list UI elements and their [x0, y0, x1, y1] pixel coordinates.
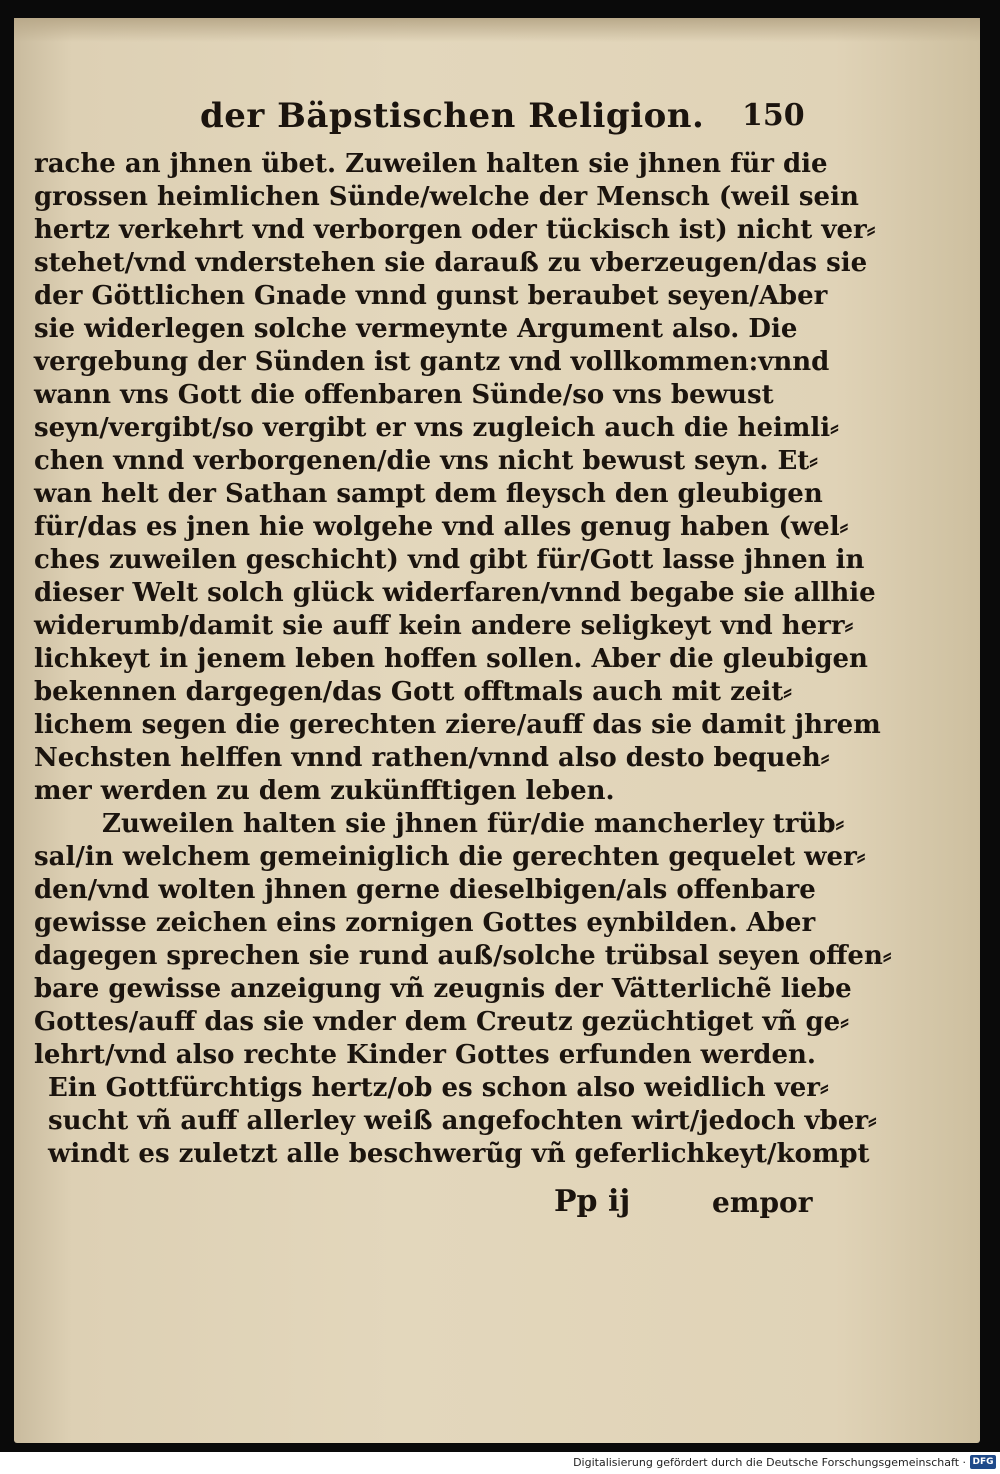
- text-line: sie widerlegen solche vermeynte Argument also. Die: [34, 314, 798, 344]
- folio-number: 150: [742, 98, 805, 133]
- text-line: mer werden zu dem zukünfftigen leben.: [34, 776, 615, 806]
- text-line: grossen heimlichen Sünde/welche der Mensch (weil sein: [34, 182, 859, 212]
- text-line: wan helt der Sathan sampt dem fleysch den gleubigen: [34, 479, 823, 509]
- funding-credit: Digitalisierung gefördert durch die Deutsche Forschungsgemeinschaft ·: [573, 1456, 966, 1469]
- text-line: den/vnd wolten jhnen gerne dieselbigen/als offenbare: [34, 875, 816, 905]
- signature-mark: Pp ij: [554, 1184, 631, 1219]
- footer-bar: [0, 1452, 1000, 1474]
- page-header: [200, 96, 805, 142]
- text-line: seyn/vergibt/so vergibt er vns zugleich auch die heimli⸗: [34, 413, 839, 443]
- text-line: ches zuweilen geschicht) vnd gibt für/Gott lasse jhnen in: [34, 545, 865, 575]
- dfg-logo: DFG: [970, 1455, 996, 1469]
- text-line: lichem segen die gerechten ziere/auff das sie damit jhrem: [34, 710, 881, 740]
- text-line: dieser Welt solch glück widerfaren/vnnd begabe sie allhie: [34, 578, 876, 608]
- text-line: Nechsten helffen vnnd rathen/vnnd also desto bequeh⸗: [34, 743, 830, 773]
- text-line: gewisse zeichen eins zornigen Gottes eynbilden. Aber: [34, 908, 816, 938]
- text-line: lichkeyt in jenem leben hoffen sollen. Aber die gleubigen: [34, 644, 868, 674]
- catchword: empor: [712, 1186, 813, 1219]
- text-line: dagegen sprechen sie rund auß/solche trübsal seyen offen⸗: [34, 941, 892, 971]
- text-line: sucht vñ auff allerley weiß angefochten wirt/jedoch vber⸗: [48, 1106, 877, 1136]
- text-line: Zuweilen halten sie jhnen für/die mancherley trüb⸗: [102, 809, 845, 839]
- text-line: wann vns Gott die offenbaren Sünde/so vns bewust: [34, 380, 774, 410]
- text-line: widerumb/damit sie auff kein andere seligkeyt vnd herr⸗: [34, 611, 854, 641]
- text-line: chen vnnd verborgenen/die vns nicht bewust seyn. Et⸗: [34, 446, 818, 476]
- text-line: bekennen dargegen/das Gott offtmals auch mit zeit⸗: [34, 677, 792, 707]
- text-line: Ein Gottfürchtigs hertz/ob es schon also weidlich ver⸗: [48, 1073, 829, 1103]
- text-line: lehrt/vnd also rechte Kinder Gottes erfunden werden.: [34, 1040, 816, 1070]
- text-line: der Göttlichen Gnade vnnd gunst beraubet seyen/Aber: [34, 281, 828, 311]
- text-line: rache an jhnen übet. Zuweilen halten sie jhnen für die: [34, 149, 828, 179]
- running-title: der Bäpstischen Religion.: [200, 96, 705, 136]
- text-line: stehet/vnd vnderstehen sie darauß zu vberzeugen/das sie: [34, 248, 868, 278]
- text-line: windt es zuletzt alle beschwerũg vñ geferlichkeyt/kompt: [48, 1139, 870, 1169]
- text-line: sal/in welchem gemeiniglich die gerechten gequelet wer⸗: [34, 842, 866, 872]
- text-line: Gottes/auff das sie vnder dem Creutz gezüchtiget vñ ge⸗: [34, 1007, 849, 1037]
- text-line: vergebung der Sünden ist gantz vnd vollkommen:vnnd: [34, 347, 830, 377]
- text-line: bare gewisse anzeigung vñ zeugnis der Vätterlichẽ liebe: [34, 974, 852, 1004]
- text-line: für/das es jnen hie wolgehe vnd alles genug haben (wel⸗: [34, 512, 849, 542]
- text-line: hertz verkehrt vnd verborgen oder tückisch ist) nicht ver⸗: [34, 215, 876, 245]
